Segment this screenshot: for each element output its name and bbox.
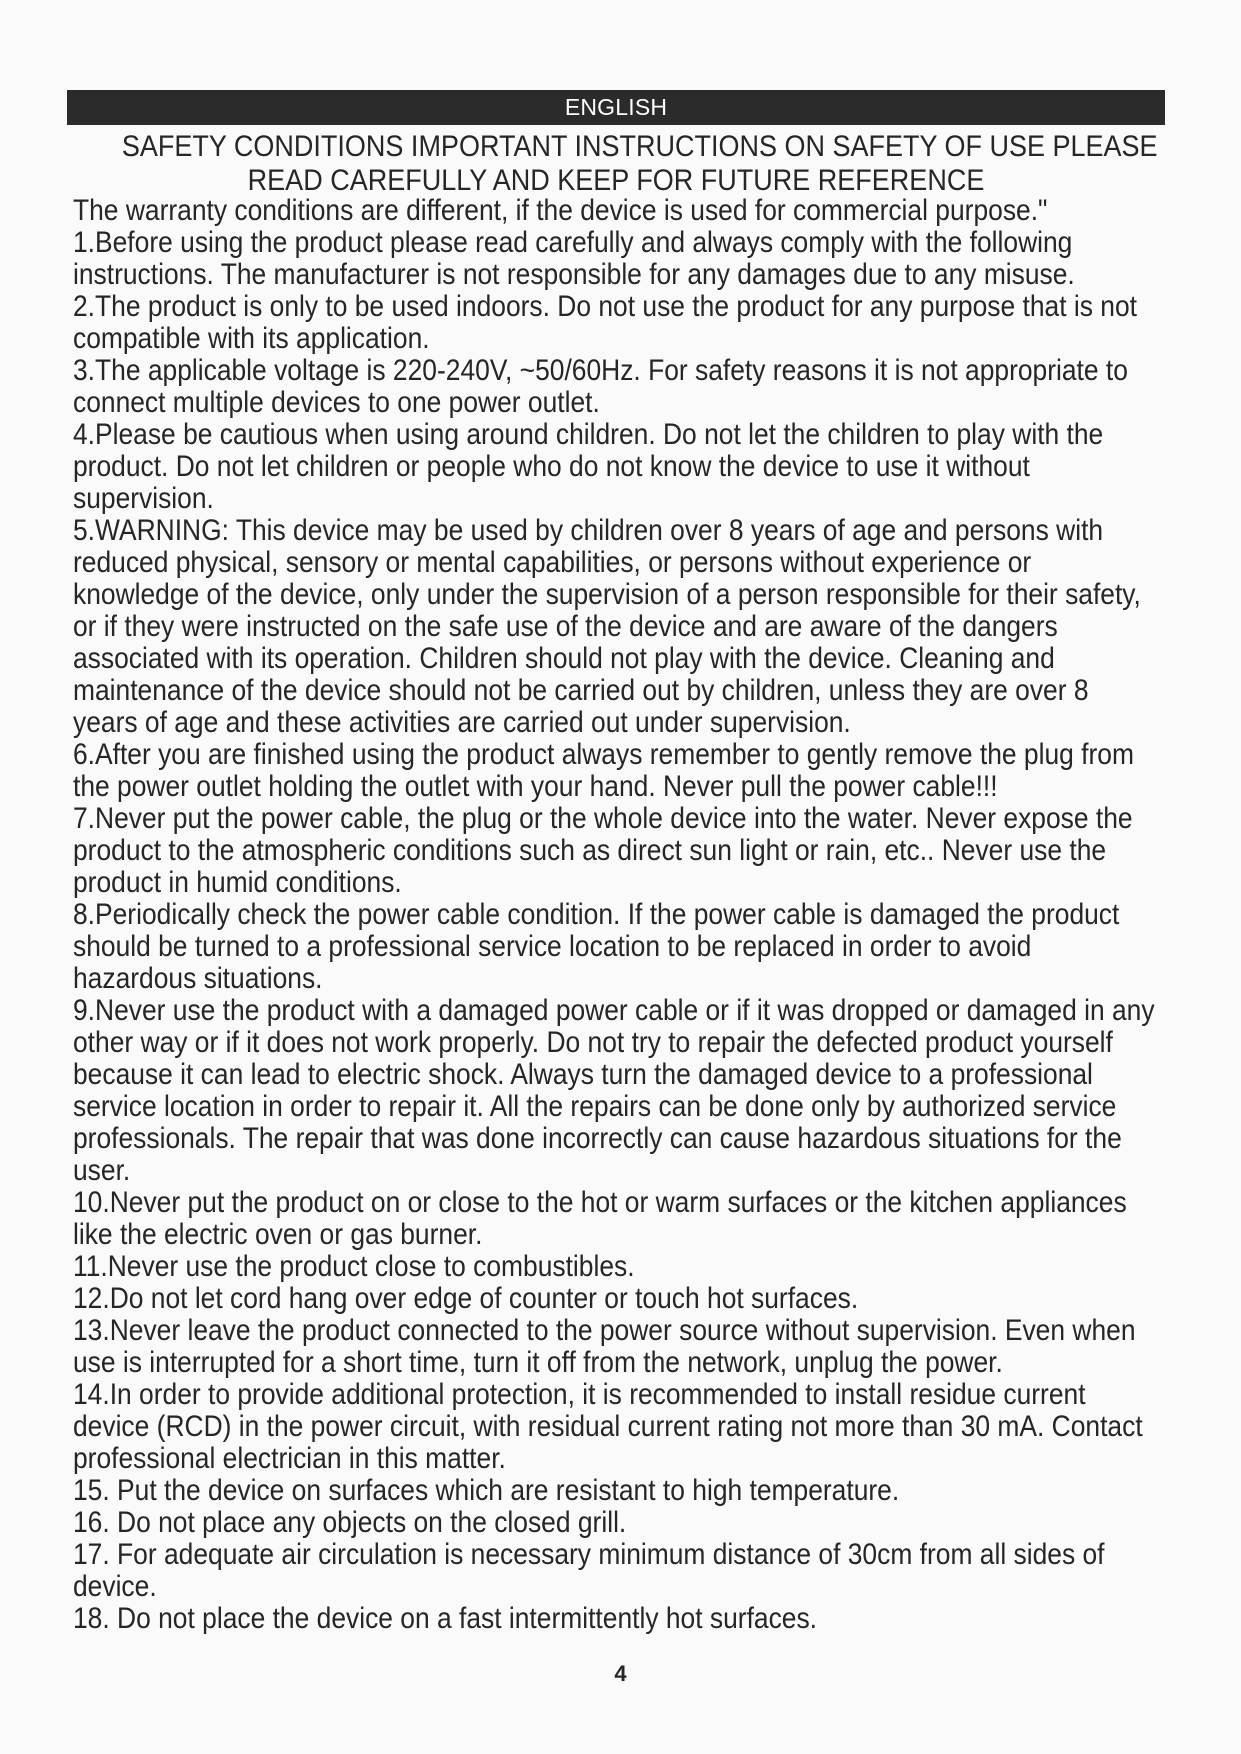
instruction-4-line-1: 4.Please be cautious when using around children. Do not let the children to play with the <box>73 418 1104 451</box>
instruction-15-line-1: 15. Put the device on surfaces which are resistant to high temperature. <box>73 1474 900 1507</box>
title-line-2: READ CAREFULLY AND KEEP FOR FUTURE REFERENCE <box>247 164 985 197</box>
instruction-9-line-2: other way or if it does not work properly. Do not try to repair the defected product yourself <box>73 1026 1113 1059</box>
instruction-5-line-7: years of age and these activities are carried out under supervision. <box>73 706 851 739</box>
instruction-12-line-1: 12.Do not let cord hang over edge of counter or touch hot surfaces. <box>73 1282 859 1315</box>
instruction-3-line-2: connect multiple devices to one power outlet. <box>73 386 600 419</box>
instruction-9-line-3: because it can lead to electric shock. Always turn the damaged device to a professional <box>73 1058 1093 1091</box>
instruction-2-line-1: 2.The product is only to be used indoors. Do not use the product for any purpose that is not <box>73 290 1137 323</box>
instruction-4-line-3: supervision. <box>73 482 214 515</box>
instruction-7-line-3: product in humid conditions. <box>73 866 402 899</box>
instruction-4-line-2: product. Do not let children or people who do not know the device to use it without <box>73 450 1030 483</box>
instruction-9-line-4: service location in order to repair it. All the repairs can be done only by authorized service <box>73 1090 1117 1123</box>
instruction-5-line-5: associated with its operation. Children should not play with the device. Cleaning and <box>73 642 1055 675</box>
instruction-9-line-5: professionals. The repair that was done incorrectly can cause hazardous situations for the <box>73 1122 1122 1155</box>
instruction-7-line-2: product to the atmospheric conditions such as direct sun light or rain, etc.. Never use the <box>73 834 1107 867</box>
instruction-11-line-1: 11.Never use the product close to combustibles. <box>73 1250 635 1283</box>
page-number: 4 <box>614 1661 627 1686</box>
instruction-5-line-4: or if they were instructed on the safe use of the device and are aware of the dangers <box>73 610 1058 643</box>
language-banner: ENGLISH <box>67 90 1165 125</box>
instruction-1-line-2: instructions. The manufacturer is not responsible for any damages due to any misuse. <box>73 258 1075 291</box>
instruction-5-line-6: maintenance of the device should not be carried out by children, unless they are over 8 <box>73 674 1089 707</box>
instruction-6-line-1: 6.After you are finished using the product always remember to gently remove the plug from <box>73 738 1134 771</box>
instruction-18-line-1: 18. Do not place the device on a fast intermittently hot surfaces. <box>73 1602 818 1635</box>
instruction-14-line-1: 14.In order to provide additional protection, it is recommended to install residue current <box>73 1378 1086 1411</box>
instruction-13-line-1: 13.Never leave the product connected to the power source without supervision. Even when <box>73 1314 1136 1347</box>
instruction-8-line-1: 8.Periodically check the power cable condition. If the power cable is damaged the product <box>73 898 1120 931</box>
instruction-10-line-1: 10.Never put the product on or close to the hot or warm surfaces or the kitchen appliances <box>73 1186 1127 1219</box>
instruction-14-line-2: device (RCD) in the power circuit, with residual current rating not more than 30 mA. Contact <box>73 1410 1143 1443</box>
instruction-10-line-2: like the electric oven or gas burner. <box>73 1218 483 1251</box>
instruction-9-line-6: user. <box>73 1154 131 1187</box>
instruction-9-line-1: 9.Never use the product with a damaged power cable or if it was dropped or damaged in any <box>73 994 1155 1027</box>
instruction-14-line-3: professional electrician in this matter. <box>73 1442 506 1475</box>
instruction-13-line-2: use is interrupted for a short time, turn it off from the network, unplug the power. <box>73 1346 1003 1379</box>
title-line-1: SAFETY CONDITIONS IMPORTANT INSTRUCTIONS ON SAFETY OF USE PLEASE <box>121 130 1158 163</box>
instruction-8-line-3: hazardous situations. <box>73 962 323 995</box>
page-title <box>121 130 1158 198</box>
instruction-6-line-2: the power outlet holding the outlet with your hand. Never pull the power cable!!! <box>73 770 998 803</box>
safety-instructions <box>73 195 1159 1635</box>
instruction-5-line-2: reduced physical, sensory or mental capabilities, or persons without experience or <box>73 546 1032 579</box>
warranty-intro: The warranty conditions are different, if the device is used for commercial purpose." <box>73 194 1048 227</box>
instruction-1-line-1: 1.Before using the product please read carefully and always comply with the following <box>73 226 1073 259</box>
instruction-17-line-1: 17. For adequate air circulation is necessary minimum distance of 30cm from all sides of <box>73 1538 1105 1571</box>
instruction-3-line-1: 3.The applicable voltage is 220-240V, ~50/60Hz. For safety reasons it is not appropriate to <box>73 354 1128 387</box>
instruction-17-line-2: device. <box>73 1570 157 1603</box>
instruction-8-line-2: should be turned to a professional service location to be replaced in order to avoid <box>73 930 1032 963</box>
instruction-5-line-3: knowledge of the device, only under the supervision of a person responsible for their safety, <box>73 578 1141 611</box>
instruction-5-line-1: 5.WARNING: This device may be used by children over 8 years of age and persons with <box>73 514 1104 547</box>
instruction-7-line-1: 7.Never put the power cable, the plug or the whole device into the water. Never expose the <box>73 802 1133 835</box>
instruction-2-line-2: compatible with its application. <box>73 322 430 355</box>
instruction-16-line-1: 16. Do not place any objects on the closed grill. <box>73 1506 627 1539</box>
